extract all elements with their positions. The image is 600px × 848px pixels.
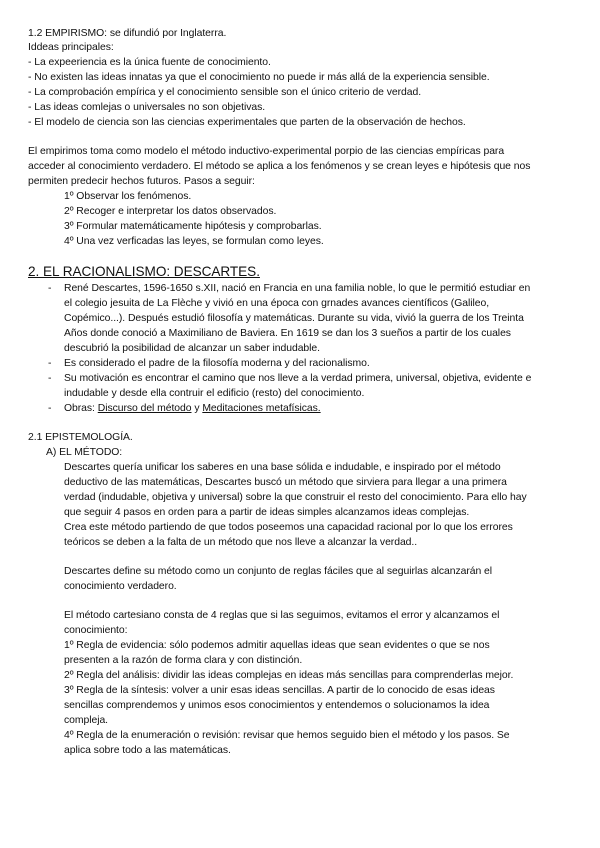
motivacion-line: indudable y desde ella contruir el edificio (resto) del conocimiento. (64, 388, 365, 399)
ideas-label: Iddeas principales: (28, 42, 114, 53)
metodo-subheading: A) EL MÉTODO: (46, 447, 123, 458)
empirismo-paragraph-line: permiten predecir hechos futuros. Pasos a seguir: (28, 176, 255, 187)
empirismo-bullet: - No existen las ideas innatas ya que el conocimiento no puede ir más allá de la experiencia sensible. (28, 72, 490, 83)
metodo-paragraph-line: Descartes quería unificar los saberes en una base sólida e indudable, e inspirado por el método (64, 462, 501, 473)
empirismo-paragraph-line: El empirimos toma como modelo el método inductivo-experimental porpio de las ciencias empíricas para (28, 146, 505, 157)
list-dash: - (48, 403, 52, 414)
reglas-line: 4º Regla de la enumeración o revisión: revisar que hemos seguido bien el método y los pasos. Se (64, 730, 510, 741)
list-dash: - (48, 358, 52, 369)
definicion-line: conocimiento verdadero. (64, 581, 177, 592)
reglas-line: conocimiento: (64, 625, 128, 636)
empirismo-bullet: - Las ideas comlejas o universales no son objetivas. (28, 102, 266, 113)
empirismo-paragraph-line: acceder al conocimiento verdadero. El método se aplica a los fenómenos y se crean leyes e hipótesis que nos (28, 161, 531, 172)
epistemologia-title: 2.1 EPISTEMOLOGÍA. (28, 432, 133, 443)
bio-line: descubrió la posibilidad de alcanzar un saber indudable. (64, 343, 320, 354)
bio-line: René Descartes, 1596-1650 s.XII, nació en Francia en una familia noble, lo que le permitió estudiar en (64, 283, 531, 294)
metodo-paragraph-line: teóricos se deben a la falta de un método que nos lleve a alcanzar la verdad.. (64, 537, 418, 548)
empirismo-bullet: - La comprobación empírica y el conocimiento sensible son el único criterio de verdad. (28, 87, 422, 98)
empirismo-step: 3º Formular matemáticamente hipótesis y comprobarlas. (64, 221, 322, 232)
metodo-paragraph-line: verdad (indudable, objetiva y universal) sobre la que construir el resto del conocimiento. Para ello hay (64, 492, 527, 503)
definicion-line: Descartes define su método como un conjunto de reglas fáciles que al seguirlas alcanzarán el (64, 566, 493, 577)
racionalismo-heading: 2. EL RACIONALISMO: DESCARTES. (28, 264, 260, 279)
empirismo-step: 1º Observar los fenómenos. (64, 191, 192, 202)
obras-join: y (191, 403, 203, 414)
bio-line: Copémico...). Después estudió filosofía y matemáticas. Durante su vida, vivió la guerra de los Treinta (64, 313, 524, 324)
empirismo-step: 4º Una vez verficadas las leyes, se formulan como leyes. (64, 236, 324, 247)
padre-line: Es considerado el padre de la filosofía moderna y del racionalismo. (64, 358, 370, 369)
list-dash: - (48, 283, 52, 294)
reglas-line: sencillas comprendemos y unimos esos conocimientos y entendemos o solucionamos la idea (64, 700, 490, 711)
reglas-line: compleja. (64, 715, 109, 726)
empirismo-bullet: - La expeeriencia es la única fuente de conocimiento. (28, 57, 271, 68)
bio-line: Años donde conoció a Maximiliano de Baviera. En 1619 se dan los 3 sueños a partir de los cuales (64, 328, 511, 339)
metodo-paragraph-line: deductivo de las matemáticas, Descartes buscó un método que sirviera para llegar a una primera (64, 477, 507, 488)
reglas-line: 1º Regla de evidencia: sólo podemos admitir aquellas ideas que sean evidentes o que se nos (64, 640, 490, 651)
bio-line: el colegio jesuita de La Flèche y vivió en una época con grnades avances científicos (Galileo, (64, 298, 490, 309)
reglas-line: 3º Regla de la síntesis: volver a unir esas ideas sencillas. A partir de lo conocido de esas ideas (64, 685, 495, 696)
obra-discurso: Discurso del método (97, 403, 192, 414)
empirismo-bullet: - El modelo de ciencia son las ciencias experimentales que parten de la observación de hechos. (28, 117, 466, 128)
reglas-line: 2º Regla del análisis: dividir las ideas complejas en ideas más sencillas para comprenderlas mejor. (64, 670, 514, 681)
metodo-paragraph-line: Crea este método partiendo de que todos poseemos una capacidad racional por lo que los errores (64, 522, 513, 533)
reglas-line: aplica sobre todo a las matemáticas. (64, 745, 231, 756)
obras-line (64, 402, 321, 416)
empirismo-step: 2º Recoger e interpretar los datos observados. (64, 206, 277, 217)
reglas-line: El método cartesiano consta de 4 reglas que si las seguimos, evitamos el error y alcanzamos el (64, 610, 500, 621)
motivacion-line: Su motivación es encontrar el camino que nos lleve a la verdad primera, universal, objetiva, evidente e (64, 373, 532, 384)
metodo-paragraph-line: que seguir 4 pasos en orden para a partir de ideas simples alcanzamos ideas complejas. (64, 507, 470, 518)
empirismo-title: 1.2 EMPIRISMO: se difundió por Inglaterra. (28, 28, 227, 39)
reglas-line: presenten a la razón de forma clara y con distinción. (64, 655, 303, 666)
obra-meditaciones: Meditaciones metafísicas. (202, 403, 321, 414)
obras-label: Obras: (64, 403, 98, 414)
list-dash: - (48, 373, 52, 384)
